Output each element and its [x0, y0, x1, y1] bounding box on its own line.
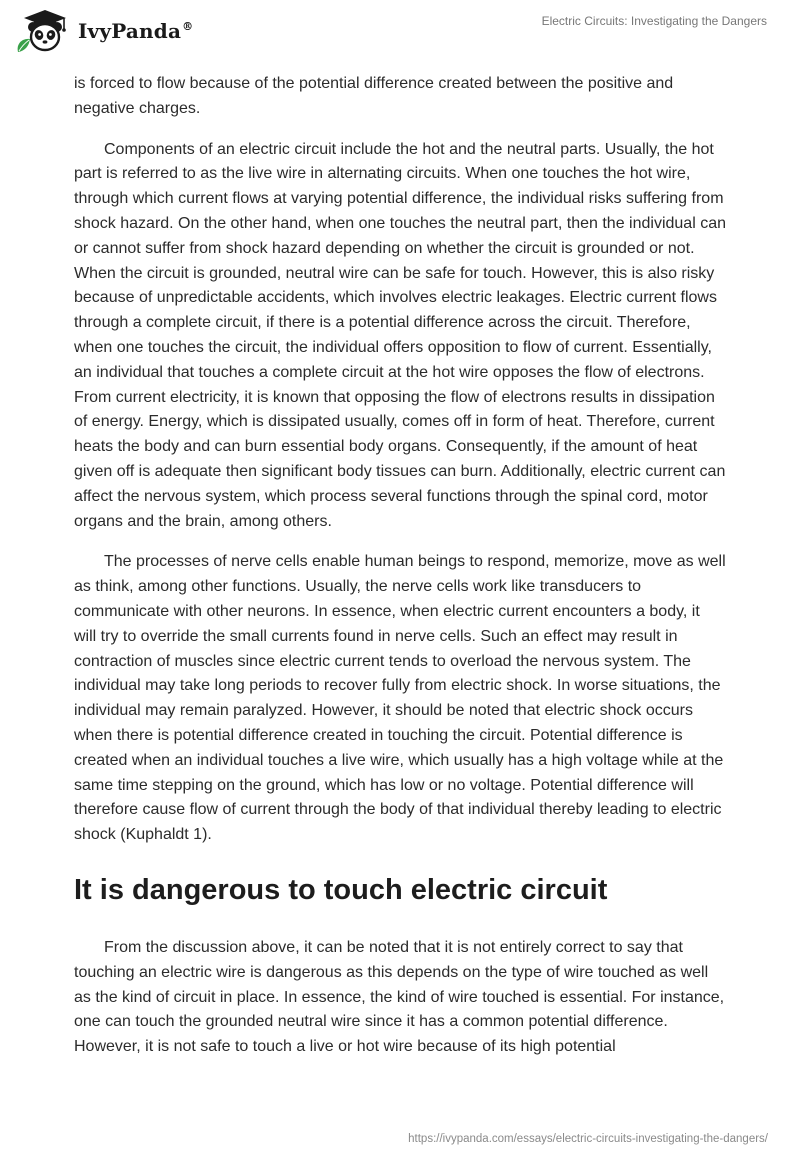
paragraph-components: Components of an electric circuit include the hot and the neutral parts. Usually, the hot part is referred to as the live wire in alternating circuits. When one touches the hot wire, through which current flows at varying potential difference, the individual risks suffering from shock hazard. On the other hand, when one touches the neutral part, then the individual can or cannot suffer from shock hazard depending on whether the circuit is grounded or not. When the circuit is grounded, neutral wire can be safe for touch. However, this is also risky because of unpredictable accidents, which involves electric leakages. Electric current flows through a complete circuit, if there is a potential difference across the circuit. Therefore, when one touches the circuit, the individual offers opposition to flow of current. Essentially, an individual that touches a complete circuit at the hot wire opposes the flow of electrons. From current electricity, it is known that opposing the flow of electrons results in dissipation of energy. Energy, which is dissipated usually, comes off in form of heat. Therefore, current heats the body and can burn essential body organs. Consequently, if the amount of heat given off is adequate then significant body tissues can burn. Additionally, electric current can affect the nervous system, which process several functions through the spinal cord, motor organs and the brain, among others.	[74, 140, 726, 530]
document-title: Electric Circuits: Investigating the Dangers	[541, 14, 767, 28]
brand-name: IvyPanda®	[78, 19, 194, 43]
essay-body	[74, 72, 726, 1076]
panda-graduate-icon	[14, 8, 72, 54]
page-header	[0, 0, 800, 60]
paragraph-discussion: From the discussion above, it can be noted that it is not entirely correct to say that touching an electric wire is dangerous as this depends on the type of wire touched as well as the kind of circuit in place. In essence, the kind of wire touched is essential. For instance, one can touch the grounded neutral wire since it has a common potential difference. However, it is not safe to touch a live or hot wire because of its high potential	[74, 938, 725, 1056]
section-heading: It is dangerous to touch electric circuit	[74, 873, 608, 906]
paragraph-nerve-cells: The processes of nerve cells enable human beings to respond, memorize, move as well as think, among other functions. Usually, the nerve cells work like transducers to communicate with other neurons. In essence, when electric current encounters a body, it will try to override the small currents found in nerve cells. Such an effect may result in contraction of muscles since electric current tends to overload the nervous system. The individual may take long periods to recover fully from electric shock. In worse situations, the individual may remain paralyzed. However, it should be noted that electric shock occurs when there is potential difference created in touching the circuit. Potential difference is created when an individual touches a live wire, which usually has a high voltage while at the same time stepping on the ground, which has low or no voltage. Potential difference will therefore cause flow of current through the body of that individual thereby leading to electric shock (Kuphaldt 1).	[74, 553, 726, 844]
source-url[interactable]: https://ivypanda.com/essays/electric-circuits-investigating-the-dangers/	[408, 1133, 768, 1145]
paragraph-continued: is forced to flow because of the potential difference created between the positive and negative charges.	[74, 75, 674, 117]
ivypanda-logo[interactable]	[14, 8, 193, 54]
